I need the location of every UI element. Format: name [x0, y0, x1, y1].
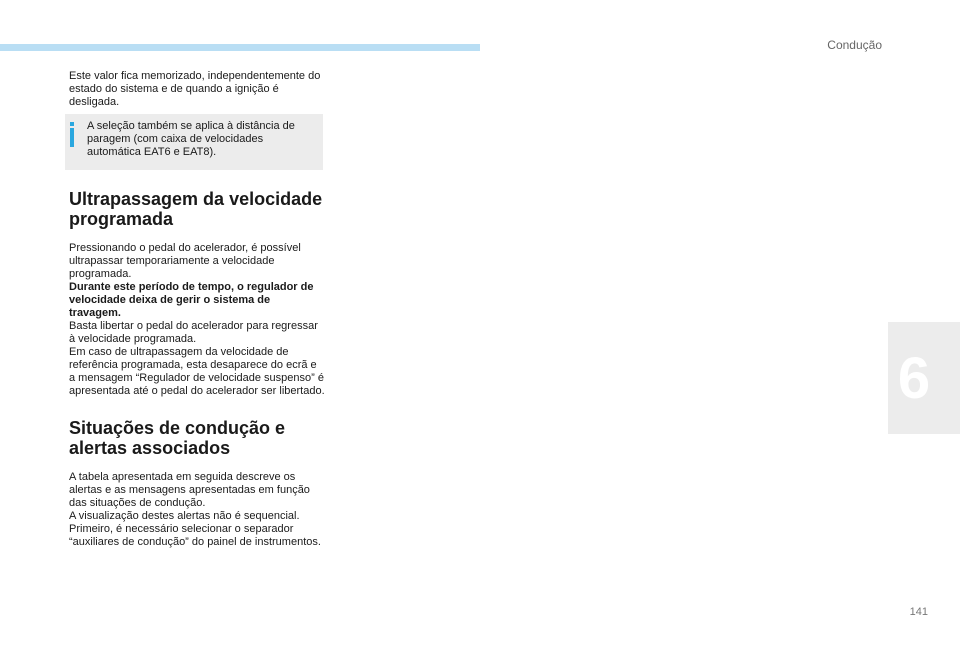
alerts-paragraph-1: A tabela apresentada em seguida descreve os alertas e as mensagens apresentadas em função das situações de condução.	[69, 471, 310, 509]
info-note-text: A seleção também se aplica à distância de paragem (com caixa de velocidades automática EAT6 e EAT8).	[87, 120, 295, 158]
overtaking-paragraph-1: Pressionando o pedal do acelerador, é possível ultrapassar temporariamente a velocidade programada.	[69, 242, 301, 280]
section-title-overtaking: Ultrapassagem da velocidade programada	[69, 189, 323, 229]
info-icon	[65, 118, 79, 162]
overtaking-paragraph-bold: Durante este período de tempo, o regulador de velocidade deixa de gerir o sistema de travagem.	[69, 281, 314, 319]
section-body-alerts	[69, 471, 325, 549]
main-column	[69, 70, 325, 549]
intro-paragraph: Este valor fica memorizado, independentemente do estado do sistema e de quando a ignição é desligada.	[69, 70, 321, 108]
chapter-number: 6	[897, 345, 931, 411]
header-bar	[0, 44, 480, 51]
alerts-paragraph-2: A visualização destes alertas não é sequencial. Primeiro, é necessário selecionar o separador “auxiliares de condução” do painel de instrumentos.	[69, 510, 321, 548]
chapter-title: Condução	[827, 38, 882, 52]
info-note	[65, 114, 323, 170]
section-title-alerts: Situações de condução e alertas associados	[69, 418, 286, 458]
page-number: 141	[909, 606, 928, 618]
overtaking-paragraph-4: Em caso de ultrapassagem da velocidade de referência programada, esta desaparece do ecrã e a mensagem “Regulador de velocidade suspenso” é apresentada até o pedal do acelerador ser libertado.	[69, 346, 325, 397]
overtaking-paragraph-3: Basta libertar o pedal do acelerador para regressar à velocidade programada.	[69, 320, 318, 345]
section-body-overtaking	[69, 242, 325, 398]
